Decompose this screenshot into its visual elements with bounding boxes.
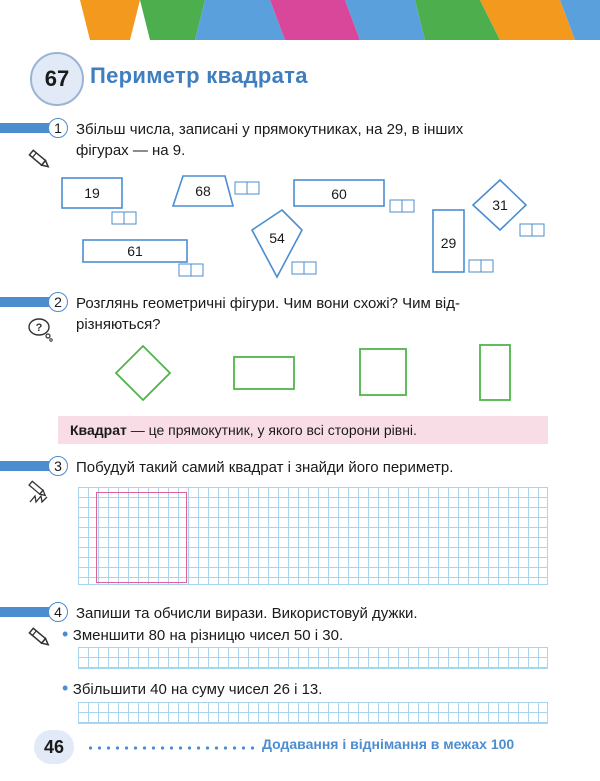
pencil-scribble-icon bbox=[26, 480, 54, 506]
task-2-figures bbox=[110, 340, 530, 410]
shape-value: 19 bbox=[84, 185, 100, 201]
question-bubble-icon bbox=[26, 316, 54, 342]
answer-grid-1[interactable] bbox=[78, 647, 548, 669]
task-1-text-line1: Збільш числа, записані у прямокутниках, на 29, в інших bbox=[76, 121, 464, 138]
green-rectangle-tall bbox=[480, 345, 510, 400]
decorative-top-band bbox=[0, 0, 600, 40]
task-3-number: 3 bbox=[48, 456, 68, 476]
task-4-item-2-text: Збільшити 40 на суму чисел 26 і 13. bbox=[72, 681, 323, 698]
task-4-band bbox=[0, 607, 50, 617]
shape-value: 60 bbox=[331, 186, 347, 202]
footer-section-title: Додавання і віднімання в межах 100 bbox=[262, 736, 515, 752]
task-1-number: 1 bbox=[48, 118, 68, 138]
task-4-text: Запиши та обчисли вирази. Використовуй дужки. bbox=[76, 605, 418, 622]
pencil-icon bbox=[26, 146, 52, 172]
shape-value: 29 bbox=[440, 235, 457, 251]
task-2-text-line2: різняються? bbox=[76, 316, 161, 333]
svg-text:?: ? bbox=[35, 322, 43, 334]
green-rectangle-wide bbox=[234, 357, 294, 389]
answer-grid-2[interactable] bbox=[78, 702, 548, 724]
page-number: 46 bbox=[34, 730, 74, 764]
sample-square bbox=[96, 492, 187, 583]
shape-value: 54 bbox=[269, 230, 285, 246]
task-3-band bbox=[0, 461, 50, 471]
lesson-title: Периметр квадрата bbox=[90, 63, 308, 88]
green-square-rotated bbox=[116, 346, 170, 400]
shape-value: 61 bbox=[127, 243, 143, 259]
definition-term: Квадрат bbox=[70, 422, 127, 438]
lesson-number: 67 bbox=[30, 52, 84, 106]
task-1-band bbox=[0, 123, 50, 133]
definition-text: — це прямокутник, у якого всі сторони рівні. bbox=[126, 422, 417, 438]
task-4-item-2 bbox=[62, 678, 322, 700]
task-4-item-1-text: Зменшити 80 на різницю чисел 50 і 30. bbox=[72, 627, 344, 644]
task-4-number: 4 bbox=[48, 602, 68, 622]
definition-box bbox=[58, 416, 548, 444]
task-2-number: 2 bbox=[48, 292, 68, 312]
shape-value: 68 bbox=[195, 183, 211, 199]
task-2-text-line1: Розглянь геометричні фігури. Чим вони схожі? Чим від- bbox=[76, 295, 461, 312]
task-1-text-line2: фігурах — на 9. bbox=[76, 142, 186, 159]
task-2-band bbox=[0, 297, 50, 307]
footer-dots bbox=[86, 746, 256, 750]
shape-value: 31 bbox=[492, 197, 508, 213]
green-square bbox=[360, 349, 406, 395]
bullet-dot: • bbox=[62, 678, 69, 698]
pencil-icon bbox=[26, 624, 52, 650]
task-3-text: Побудуй такий самий квадрат і знайди його периметр. bbox=[76, 459, 454, 476]
task-4-item-1 bbox=[62, 624, 343, 646]
bullet-dot: • bbox=[62, 624, 69, 644]
